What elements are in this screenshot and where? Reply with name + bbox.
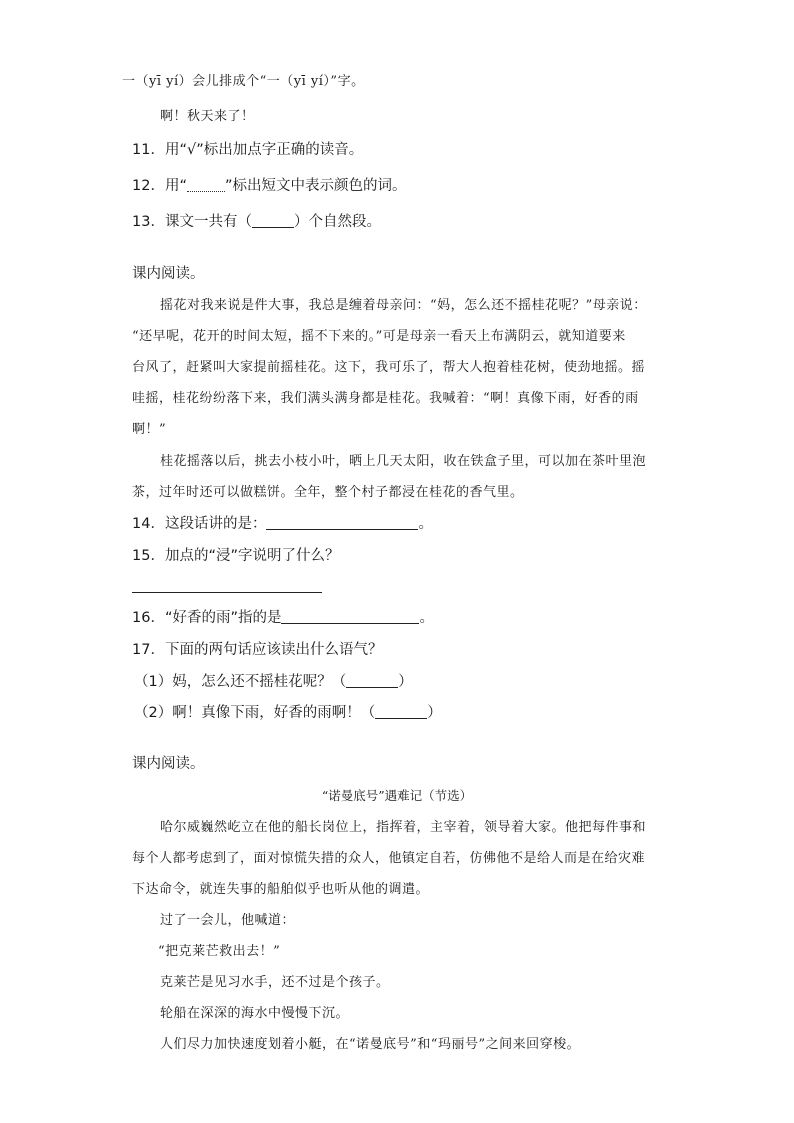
passage-line: 啊！” — [132, 422, 167, 437]
question-13-suffix: ）个自然段。 — [293, 214, 381, 230]
answer-blank[interactable] — [281, 609, 419, 624]
question-17-2 — [134, 703, 442, 723]
question-14 — [132, 514, 433, 534]
question-17-1 — [134, 672, 413, 692]
passage-line: “还早呢，花开的时间太短，摇不下来的。”可是母亲一看天上布满阴云，就知道要来 — [132, 329, 626, 344]
passage-line: 啊！秋天来了！ — [160, 109, 255, 124]
question-16 — [132, 608, 434, 628]
passage-line: 克莱芒是见习水手，还不过是个孩子。 — [160, 975, 390, 990]
question-15: 15．加点的“浸”字说明了什么？ — [132, 548, 340, 564]
passage-line: “把克莱芒救出去！” — [158, 944, 281, 959]
question-11: 11．用“√”标出加点字正确的读音。 — [132, 142, 364, 158]
question-17: 17．下面的两句话应该读出什么语气？ — [132, 642, 383, 658]
section-heading: 课内阅读。 — [132, 756, 205, 772]
answer-blank[interactable] — [266, 515, 418, 530]
passage-line: 茶，过年时还可以做糕饼。全年，整个村子都浸在桂花的香气里。 — [132, 485, 524, 500]
answer-blank[interactable] — [346, 673, 398, 688]
answer-blank[interactable] — [252, 213, 294, 228]
answer-line[interactable] — [132, 592, 322, 593]
passage-line: 桂花摇落以后，挑去小枝小叶，晒上几天太阳，收在铁盒子里，可以加在茶叶里泡 — [160, 454, 647, 469]
passage-line: 台风了，赶紧叫大家提前摇桂花。这下，我可乐了，帮大人抱着桂花树，使劲地摇。摇 — [132, 360, 646, 375]
passage-line: 下达命令，就连失事的船舶似乎也听从他的调遣。 — [132, 882, 430, 897]
question-16-suffix: 。 — [419, 610, 434, 626]
passage-line: 哇摇，桂花纷纷落下来，我们满头满身都是桂花。我喊着：“啊！真像下雨，好香的雨 — [132, 391, 639, 406]
wavy-underline-mark — [187, 177, 225, 192]
passage-line: 轮船在深深的海水中慢慢下沉。 — [160, 1006, 350, 1021]
question-14-prefix: 14．这段话讲的是： — [132, 516, 267, 532]
question-12 — [132, 176, 406, 196]
question-13-prefix: 13．课文一共有（ — [132, 214, 252, 230]
question-17-1-text: （1）妈，怎么还不摇桂花呢？（ — [134, 674, 347, 690]
question-16-prefix: 16．“好香的雨”指的是 — [132, 610, 282, 626]
question-12-prefix: 12．用“ — [132, 178, 187, 194]
passage-line: 过了一会儿，他喊道： — [160, 913, 296, 928]
section-heading: 课内阅读。 — [132, 266, 205, 282]
passage-line: 哈尔威巍然屹立在他的船长岗位上，指挥着，主宰着，领导着大家。他把每件事和 — [160, 820, 647, 835]
answer-blank[interactable] — [375, 704, 427, 719]
passage-line: 摇花对我来说是件大事，我总是缠着母亲问：“妈，怎么还不摇桂花呢？”母亲说： — [160, 298, 647, 313]
passage-line: 一（yī yí）会儿排成个“一（yī yí）”字。 — [122, 74, 365, 89]
question-17-1-close: ） — [398, 674, 413, 690]
question-12-suffix: ”标出短文中表示颜色的词。 — [224, 178, 407, 194]
passage-title: “诺曼底号”遇难记（节选） — [321, 788, 473, 803]
question-13 — [132, 212, 381, 232]
question-14-suffix: 。 — [418, 516, 433, 532]
passage-line: 每个人都考虑到了，面对惊慌失措的众人，他镇定自若，仿佛他不是给人而是在给灾难 — [132, 851, 646, 866]
question-17-2-close: ） — [427, 705, 442, 721]
question-17-2-text: （2）啊！真像下雨，好香的雨啊！（ — [134, 705, 376, 721]
passage-line: 人们尽力加快速度划着小艇，在“诺曼底号”和“玛丽号”之间来回穿梭。 — [160, 1037, 581, 1052]
